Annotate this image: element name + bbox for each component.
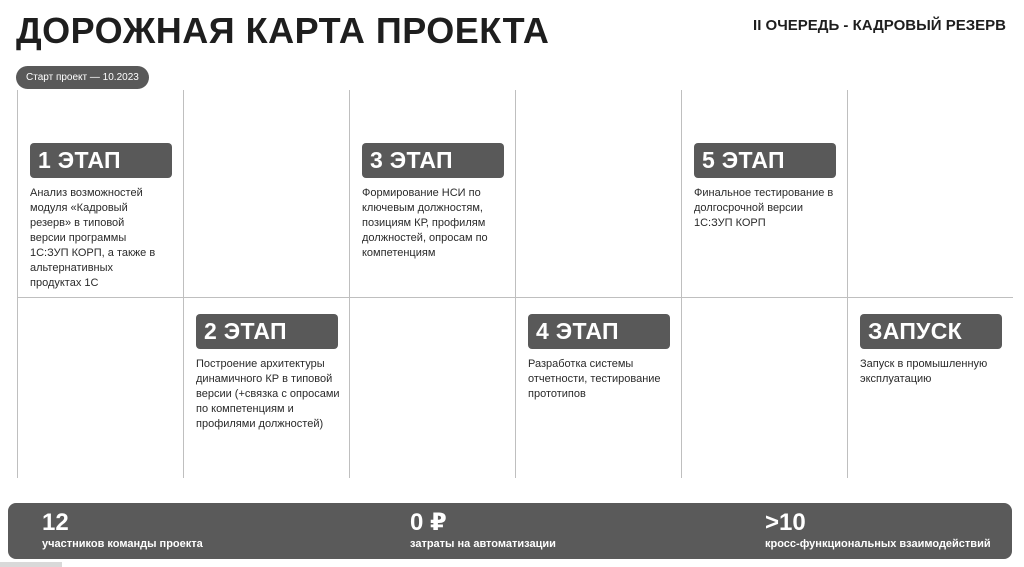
metric-team	[42, 509, 203, 551]
stage-description: Построение архитектуры динамичного КР в типовой версии (+связка с опросами по компетенциям и профилями должностей)	[196, 358, 340, 430]
metric-value: 12	[42, 509, 69, 536]
grid-divider	[847, 90, 848, 478]
metric-label: затраты на автоматизации	[410, 538, 556, 550]
page-title: ДОРОЖНАЯ КАРТА ПРОЕКТА	[16, 10, 550, 51]
stage-description: Анализ возможностей модуля «Кадровый резерв» в типовой версии программы 1С:ЗУП КОРП, а также в альтернативных продуктах 1С	[30, 187, 156, 289]
stage-badge: 3 ЭТАП	[362, 143, 504, 178]
metric-label: кросс-функциональных взаимодействий	[765, 538, 991, 550]
metric-value: >10	[765, 509, 806, 536]
bottom-edge-strip	[0, 562, 62, 567]
stage-description: Финальное тестирование в долгосрочной версии 1С:ЗУП КОРП	[694, 187, 834, 229]
stage-launch	[860, 314, 1012, 387]
roadmap-grid	[17, 90, 1013, 478]
grid-divider	[349, 90, 350, 478]
grid-divider	[17, 90, 18, 478]
stage-description: Запуск в промышленную эксплуатацию	[860, 358, 988, 385]
grid-divider	[515, 90, 516, 478]
stage-4	[528, 314, 680, 402]
stage-description: Формирование НСИ по ключевым должностям, позициям КР, профилям должностей, опросам по компетенциям	[362, 187, 488, 259]
metrics-bar	[8, 503, 1012, 559]
stage-2	[196, 314, 348, 432]
page-subtitle: II ОЧЕРЕДЬ - КАДРОВЫЙ РЕЗЕРВ	[753, 17, 1006, 34]
stage-5	[694, 143, 846, 231]
grid-divider	[681, 90, 682, 478]
stage-badge: 2 ЭТАП	[196, 314, 338, 349]
start-date-badge: Старт проект — 10.2023	[16, 66, 149, 89]
metric-interactions	[765, 509, 991, 551]
stage-badge: ЗАПУСК	[860, 314, 1002, 349]
stage-description: Разработка системы отчетности, тестирование прототипов	[528, 358, 661, 400]
metric-label: участников команды проекта	[42, 538, 203, 550]
stage-badge: 5 ЭТАП	[694, 143, 836, 178]
metric-value: 0 ₽	[410, 509, 447, 536]
stage-3	[362, 143, 514, 261]
stage-badge: 1 ЭТАП	[30, 143, 172, 178]
grid-row-divider	[17, 297, 1013, 298]
grid-divider	[183, 90, 184, 478]
metric-cost	[410, 509, 556, 551]
stage-1	[30, 143, 182, 291]
stage-badge: 4 ЭТАП	[528, 314, 670, 349]
